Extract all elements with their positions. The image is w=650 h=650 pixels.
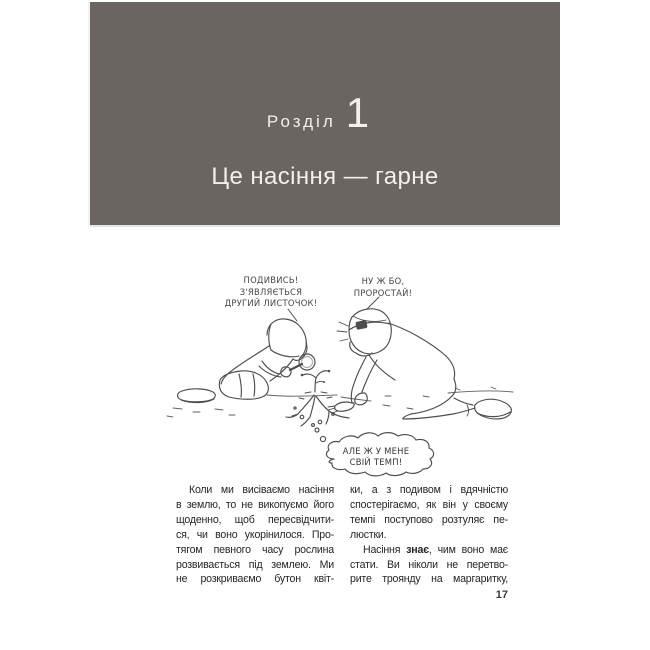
text-line: тягом певного часу рослина	[176, 543, 334, 556]
speech-caption-right	[335, 276, 431, 299]
caption-line: ПРОРОСТАЙ!	[353, 287, 413, 298]
caption-line: НУ Ж БО,	[361, 276, 405, 286]
text-line: щоденно, щоб пересвідчити-	[176, 513, 334, 526]
seedling-and-roots	[286, 370, 349, 427]
text-column-left	[176, 483, 334, 587]
text-line: ки, а з подивом і вдячністю	[350, 484, 508, 496]
chapter-title: Це насіння — гарне	[211, 163, 439, 190]
text-column-right	[350, 483, 508, 587]
chapter-header	[90, 2, 560, 225]
text-line: розвивається під землею. Ми	[176, 558, 334, 571]
thought-bubble-text	[316, 446, 436, 468]
page-number: 17	[495, 589, 508, 601]
text-segment: , чим воно має	[428, 543, 508, 556]
text-line: Коли ми висіваємо насіння	[189, 484, 334, 496]
speech-caption-left	[203, 275, 339, 310]
chapter-heading	[90, 89, 560, 136]
text-line: спостерігаємо, як він у своєму	[350, 498, 508, 511]
caption-line: ПОДИВИСЬ!	[243, 275, 299, 285]
text-line: темпі поступово розтуляє пе-	[350, 513, 508, 526]
text-line: рите троянду на маргаритку,	[350, 573, 508, 586]
illustration	[155, 262, 525, 477]
bubble-line: АЛЕ Ж У МЕНЕ	[342, 446, 410, 456]
text-segment: Насіння	[363, 543, 407, 556]
text-line: люстки.	[350, 528, 387, 541]
chapter-number: 1	[345, 89, 370, 136]
caption-line: ДРУГИЙ ЛИСТОЧОК!	[224, 298, 318, 308]
chapter-label: Розділ	[266, 112, 336, 131]
text-line-with-bold	[350, 543, 508, 558]
glasses-on-forehead	[355, 320, 367, 330]
kneeling-woman-figure	[178, 319, 316, 403]
text-line: не розкриваємо бутон квіт-	[176, 573, 334, 586]
body-text	[176, 483, 508, 587]
kneeling-man-figure	[328, 309, 511, 419]
text-line: ся, чи воно укорінилося. Про-	[176, 528, 334, 541]
text-line: в землю, то не викопуємо його	[176, 498, 334, 511]
text-line: стати. Ви ніколи не перетво-	[350, 558, 508, 571]
bubble-line: СВІЙ ТЕМП!	[349, 457, 403, 467]
caption-line: З'ЯВЛЯЄТЬСЯ	[239, 286, 303, 297]
bold-word: знає	[406, 543, 429, 556]
